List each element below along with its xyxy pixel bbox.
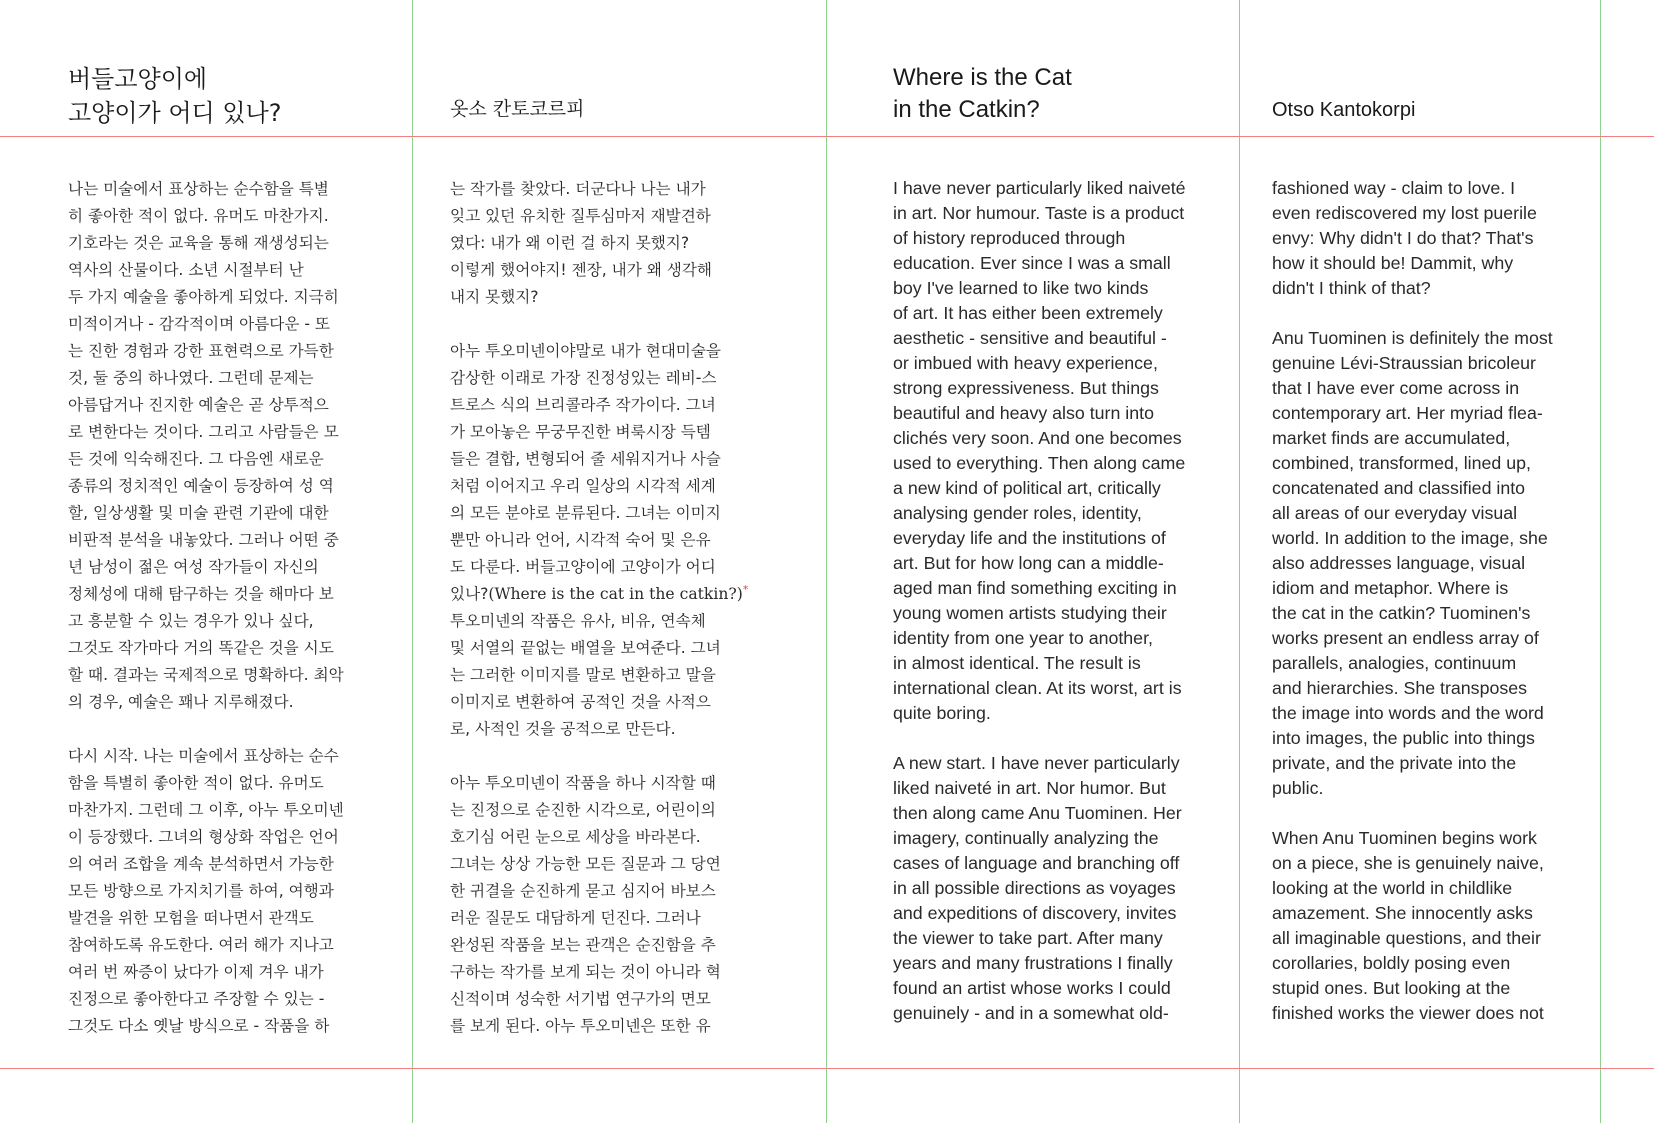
paragraph-line: 잊고 있던 유치한 질투심마저 재발견하 — [450, 207, 711, 225]
paragraph-line: 뿐만 아니라 언어, 시각적 숙어 및 은유 — [450, 531, 711, 549]
bottom-margin-guide — [0, 1068, 1654, 1069]
paragraph-line: A new start. I have never particularly — [893, 753, 1180, 773]
paragraph — [450, 338, 770, 743]
title-line: 고양이가 어디 있나? — [68, 99, 282, 127]
paragraph-line: art. But for how long can a middle- — [893, 553, 1164, 573]
paragraph-line: 가 모아놓은 무궁무진한 벼룩시장 득템 — [450, 423, 711, 441]
title-line: 버들고양이에 — [68, 65, 208, 93]
paragraph-line: 는 그러한 이미지를 말로 변환하고 말을 — [450, 666, 716, 684]
paragraph-line: even rediscovered my lost puerile — [1272, 203, 1537, 223]
paragraph — [1272, 826, 1592, 1026]
paragraph-line: 미적이거나 - 감각적이며 아름다운 - 또 — [68, 315, 330, 333]
english-column-1 — [893, 176, 1213, 1051]
paragraph-line: 들은 결합, 변형되어 줄 세워지거나 사슬 — [450, 450, 721, 468]
paragraph-line: 의 여러 조합을 계속 분석하면서 가능한 — [68, 855, 334, 873]
paragraph-line: and expeditions of discovery, invites — [893, 903, 1177, 923]
paragraph-line: I have never particularly liked naiveté — [893, 178, 1186, 198]
paragraph-line — [450, 581, 770, 608]
paragraph-line: everyday life and the institutions of — [893, 528, 1166, 548]
title-line: in the Catkin? — [893, 96, 1040, 123]
paragraph-line: looking at the world in childlike — [1272, 878, 1513, 898]
paragraph-line: cases of language and branching off — [893, 853, 1180, 873]
paragraph-line: corollaries, boldly posing even — [1272, 953, 1511, 973]
paragraph-line: 이미지로 변환하여 공적인 것을 사적으 — [450, 693, 711, 711]
paragraph-line: private, and the private into the — [1272, 753, 1517, 773]
paragraph — [1272, 326, 1592, 801]
paragraph-line: 완성된 작품을 보는 관객은 순진함을 추 — [450, 936, 716, 954]
title-line: Where is the Cat — [893, 64, 1072, 91]
paragraph — [450, 770, 770, 1040]
paragraph-line: all areas of our everyday visual — [1272, 503, 1518, 523]
paragraph-line: 및 서열의 끝없는 배열을 보여준다. 그녀 — [450, 639, 721, 657]
paragraph-line: beautiful and heavy also turn into — [893, 403, 1154, 423]
paragraph-line: idiom and metaphor. Where is — [1272, 578, 1509, 598]
paragraph-line: aged man find something exciting in — [893, 578, 1177, 598]
paragraph-line: 년 남성이 젊은 여성 작가들이 자신의 — [68, 558, 319, 576]
paragraph-line: 정체성에 대해 탐구하는 것을 해마다 보 — [68, 585, 334, 603]
paragraph-line: stupid ones. But looking at the — [1272, 978, 1511, 998]
paragraph-line: or imbued with heavy experience, — [893, 353, 1158, 373]
paragraph-line: 는 진한 경험과 강한 표현력으로 가득한 — [68, 342, 334, 360]
paragraph-line: a new kind of political art, critically — [893, 478, 1161, 498]
paragraph-line: 로 변한다는 것이다. 그리고 사람들은 모 — [68, 423, 339, 441]
paragraph-line: 여러 번 짜증이 났다가 이제 겨우 내가 — [68, 963, 324, 981]
paragraph-line: 내지 못했지? — [450, 288, 539, 306]
paragraph-line: 다시 시작. 나는 미술에서 표상하는 순수 — [68, 747, 339, 765]
paragraph-line: imagery, continually analyzing the — [893, 828, 1159, 848]
paragraph-line: didn't I think of that? — [1272, 278, 1431, 298]
paragraph-line: 는 진정으로 순진한 시각으로, 어린이의 — [450, 801, 716, 819]
paragraph-line: the cat in the catkin? Tuominen's — [1272, 603, 1531, 623]
paragraph-line: 의 모든 분야로 분류된다. 그녀는 이미지 — [450, 504, 721, 522]
paragraph-line: 든 것에 익숙해진다. 그 다음엔 새로운 — [68, 450, 324, 468]
paragraph-line: 의 경우, 예술은 꽤나 지루해졌다. — [68, 693, 294, 711]
paragraph-line: found an artist whose works I could — [893, 978, 1171, 998]
paragraph-line: 호기심 어린 눈으로 세상을 바라본다. — [450, 828, 701, 846]
paragraph-line: of history reproduced through — [893, 228, 1126, 248]
paragraph-line: and hierarchies. She transposes — [1272, 678, 1528, 698]
paragraph-line: years and many frustrations I finally — [893, 953, 1173, 973]
paragraph-line: in almost identical. The result is — [893, 653, 1141, 673]
paragraph-line: genuine Lévi-Straussian bricoleur — [1272, 353, 1536, 373]
paragraph-line: how it should be! Dammit, why — [1272, 253, 1514, 273]
column-guide — [1239, 0, 1240, 1123]
paragraph-line: 두 가지 예술을 좋아하게 되었다. 지극히 — [68, 288, 339, 306]
paragraph-line: young women artists studying their — [893, 603, 1167, 623]
paragraph-line: 이렇게 했어야지! 젠장, 내가 왜 생각해 — [450, 261, 712, 279]
paragraph-line: aesthetic - sensitive and beautiful - — [893, 328, 1167, 348]
paragraph-line: used to everything. Then along came — [893, 453, 1186, 473]
paragraph-line: envy: Why didn't I do that? That's — [1272, 228, 1534, 248]
paragraph-line: all imaginable questions, and their — [1272, 928, 1541, 948]
column-guide — [1600, 0, 1601, 1123]
paragraph-line: 신적이며 성숙한 서기법 연구가의 면모 — [450, 990, 711, 1008]
paragraph-line: combined, transformed, lined up, — [1272, 453, 1531, 473]
paragraph-line: international clean. At its worst, art is — [893, 678, 1182, 698]
paragraph-line: 발견을 위한 모험을 떠나면서 관객도 — [68, 909, 314, 927]
paragraph-line: 감상한 이래로 가장 진정성있는 레비-스 — [450, 369, 717, 387]
paragraph-line: 종류의 정치적인 예술이 등장하여 성 역 — [68, 477, 334, 495]
paragraph-line: 마찬가지. 그런데 그 이후, 아누 투오미넨 — [68, 801, 344, 819]
footnote-mark: * — [742, 582, 749, 596]
paragraph-line: 이 등장했다. 그녀의 형상화 작업은 언어 — [68, 828, 339, 846]
paragraph-lines — [450, 338, 770, 581]
paragraph-line: also addresses language, visual — [1272, 553, 1526, 573]
paragraph-line: amazement. She innocently asks — [1272, 903, 1533, 923]
paragraph-line: 러운 질문도 대담하게 던진다. 그러나 — [450, 909, 701, 927]
paragraph-line: 아누 투오미넨이야말로 내가 현대미술을 — [450, 342, 721, 360]
paragraph-line: in all possible directions as voyages — [893, 878, 1176, 898]
paragraph — [450, 176, 770, 311]
paragraph-line: contemporary art. Her myriad flea- — [1272, 403, 1543, 423]
paragraph-line: When Anu Tuominen begins work — [1272, 828, 1537, 848]
paragraph-line: Anu Tuominen is definitely the most — [1272, 328, 1553, 348]
paragraph — [1272, 176, 1592, 301]
paragraph-line: clichés very soon. And one becomes — [893, 428, 1182, 448]
paragraph-line: 그것도 다소 옛날 방식으로 - 작품을 하 — [68, 1017, 330, 1035]
paragraph-line: world. In addition to the image, she — [1272, 528, 1548, 548]
paragraph-line: 트로스 식의 브리콜라주 작가이다. 그녀 — [450, 396, 716, 414]
paragraph-line: then along came Anu Tuominen. Her — [893, 803, 1182, 823]
paragraph-line: quite boring. — [893, 703, 991, 723]
paragraph-line: market finds are accumulated, — [1272, 428, 1511, 448]
paragraph-line: 한 귀결을 순진하게 묻고 심지어 바보스 — [450, 882, 716, 900]
paragraph-line: of art. It has either been extremely — [893, 303, 1163, 323]
paragraph-line: that I have ever come across in — [1272, 378, 1520, 398]
paragraph-line: 참여하도록 유도한다. 여러 해가 지나고 — [68, 936, 334, 954]
paragraph-line: genuinely - and in a somewhat old- — [893, 1003, 1169, 1023]
paragraph-line: 아름답거나 진지한 예술은 곧 상투적으 — [68, 396, 329, 414]
ko-lead: 있나? — [450, 585, 489, 603]
paragraph-line: public. — [1272, 778, 1324, 798]
paragraph-line: 히 좋아한 적이 없다. 유머도 마찬가지. — [68, 207, 329, 225]
paragraph-line: 역사의 산물이다. 소년 시절부터 난 — [68, 261, 304, 279]
paragraph-line: into images, the public into things — [1272, 728, 1535, 748]
paragraph-line: 함을 특별히 좋아한 적이 없다. 유머도 — [68, 774, 324, 792]
paragraph-line: 를 보게 된다. 아누 투오미넨은 또한 유 — [450, 1017, 711, 1035]
paragraph-line: analysing gender roles, identity, — [893, 503, 1142, 523]
paragraph-line: 나는 미술에서 표상하는 순수함을 특별 — [68, 180, 329, 198]
paragraph-line: 진정으로 좋아한다고 주장할 수 있는 - — [68, 990, 325, 1008]
korean-title — [68, 62, 281, 130]
paragraph-line: education. Ever since I was a small — [893, 253, 1171, 273]
paragraph-line: finished works the viewer does not — [1272, 1003, 1544, 1023]
paragraph — [893, 751, 1213, 1026]
paragraph — [68, 176, 388, 716]
paragraph-line: 투오미넨의 작품은 유사, 비유, 연속체 — [450, 612, 706, 630]
paragraph-line: concatenated and classified into — [1272, 478, 1526, 498]
paragraph-line: on a piece, she is genuinely naive, — [1272, 853, 1544, 873]
paragraph-line: 고 흥분할 수 있는 경우가 있나 싶다, — [68, 612, 314, 630]
english-author: Otso Kantokorpi — [1272, 99, 1416, 121]
header-baseline-guide — [0, 136, 1654, 137]
paragraph-line: 아누 투오미넨이 작품을 하나 시작할 때 — [450, 774, 716, 792]
column-guide — [826, 0, 827, 1123]
english-title — [893, 62, 1072, 126]
english-column-2 — [1272, 176, 1592, 1051]
korean-author: 옷소 칸토코르피 — [450, 98, 585, 120]
paragraph-line: 였다: 내가 왜 이런 걸 하지 못했지? — [450, 234, 690, 252]
paragraph — [893, 176, 1213, 726]
paragraph-line: 그녀는 상상 가능한 모든 질문과 그 당연 — [450, 855, 721, 873]
korean-column-1 — [68, 176, 388, 1067]
paragraph-line: 는 작가를 찾았다. 더군다나 나는 내가 — [450, 180, 706, 198]
paragraph-line: works present an endless array of — [1272, 628, 1539, 648]
paragraph-line: 모든 방향으로 가지치기를 하여, 여행과 — [68, 882, 334, 900]
paragraph-line: 비판적 분석을 내놓았다. 그러나 어떤 중 — [68, 531, 339, 549]
paragraph-line: 것, 둘 중의 하나였다. 그런데 문제는 — [68, 369, 314, 387]
paragraph-line: 구하는 작가를 보게 되는 것이 아니라 혁 — [450, 963, 721, 981]
paragraph-line: 로, 사적인 것을 공적으로 만든다. — [450, 720, 676, 738]
paragraph-line: the image into words and the word — [1272, 703, 1544, 723]
column-guide — [412, 0, 413, 1123]
paragraph-lines — [450, 608, 770, 743]
paragraph-line: 할, 일상생활 및 미술 관련 기관에 대한 — [68, 504, 329, 522]
paragraph-line: 처럼 이어지고 우리 일상의 시각적 세계 — [450, 477, 716, 495]
paragraph-line: 기호라는 것은 교육을 통해 재생성되는 — [68, 234, 329, 252]
paragraph — [68, 743, 388, 1040]
paragraph-line: liked naiveté in art. Nor humor. But — [893, 778, 1166, 798]
paragraph-line: 그것도 작가마다 거의 똑같은 것을 시도 — [68, 639, 334, 657]
paragraph-line: boy I've learned to like two kinds — [893, 278, 1149, 298]
korean-column-2 — [450, 176, 770, 1067]
paragraph-line: 할 때. 결과는 국제적으로 명확하다. 최악 — [68, 666, 344, 684]
paragraph-line: strong expressiveness. But things — [893, 378, 1159, 398]
paragraph-line: 도 다룬다. 버들고양이에 고양이가 어디 — [450, 558, 716, 576]
paragraph-line: identity from one year to another, — [893, 628, 1153, 648]
paragraph-line: parallels, analogies, continuum — [1272, 653, 1517, 673]
paragraph-line: in art. Nor humour. Taste is a product — [893, 203, 1185, 223]
english-quote: (Where is the cat in the catkin?) — [488, 585, 743, 603]
paragraph-line: the viewer to take part. After many — [893, 928, 1163, 948]
paragraph-line: fashioned way - claim to love. I — [1272, 178, 1516, 198]
